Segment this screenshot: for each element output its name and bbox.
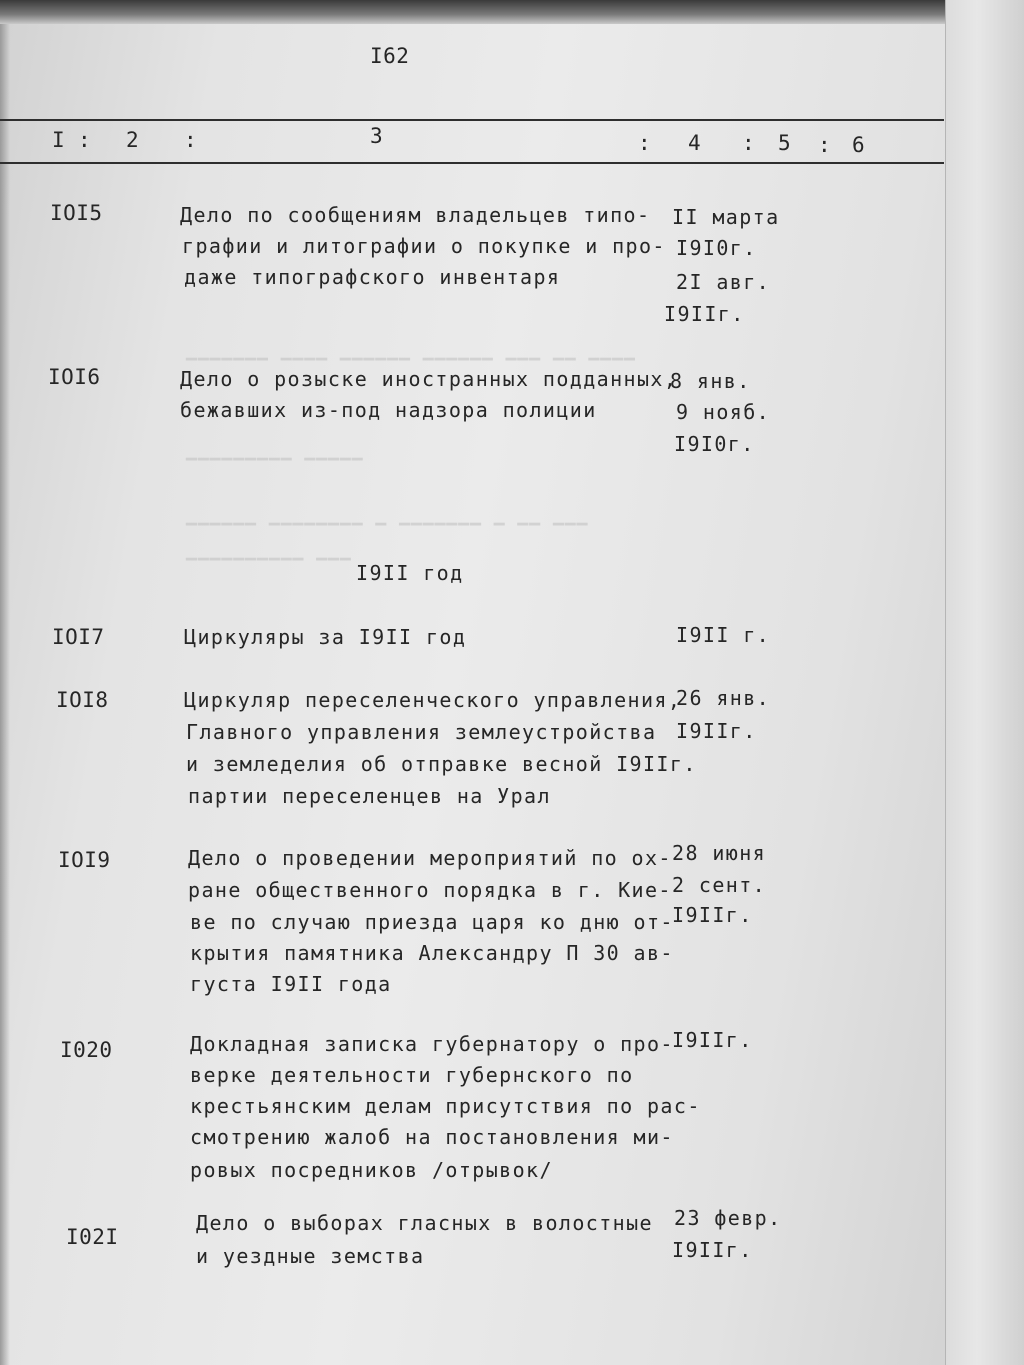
header-col-2: 2: [126, 128, 140, 152]
entry-date: I9I0г.: [676, 236, 757, 260]
underlying-page-edge: [945, 0, 1024, 1365]
header-col-3: 3: [370, 124, 384, 148]
entry-date: II марта: [672, 205, 780, 229]
header-col-6: 6: [852, 133, 866, 157]
entry-title-line: ве по случаю приезда царя ко дню от-: [190, 910, 674, 934]
header-sep: :: [638, 131, 652, 155]
entry-number: IOI8: [56, 688, 109, 712]
bleed-through: ▁▁▁▁▁▁▁ ▁▁▁▁ ▁▁▁▁▁▁ ▁▁▁▁▁▁ ▁▁▁ ▁▁ ▁▁▁▁: [186, 340, 636, 361]
entry-title-line: верке деятельности губернского по: [190, 1063, 634, 1087]
header-sep: :: [184, 128, 198, 152]
entry-title-line: партии переселенцев на Урал: [188, 784, 551, 808]
header-bottom-rule: [0, 162, 944, 164]
entry-date: 2I авг.: [676, 270, 771, 294]
entry-title-line: Главного управления землеустройства: [186, 720, 657, 744]
entry-number: IOI6: [48, 365, 101, 389]
entry-date: 23 февр.: [674, 1206, 782, 1230]
bleed-through: ▁▁▁▁▁▁▁▁▁ ▁▁▁▁▁: [186, 440, 364, 461]
entry-title-line: Дело о выборах гласных в волостные: [196, 1211, 653, 1235]
entry-date: I9IIг.: [672, 903, 753, 927]
entry-number: IOI5: [50, 201, 103, 225]
entry-number: IOI7: [52, 625, 105, 649]
entry-number: I02I: [66, 1225, 119, 1249]
entry-date: I9I0г.: [674, 432, 755, 456]
header-sep: :: [78, 128, 92, 152]
entry-title-line: бежавших из-под надзора полиции: [180, 398, 597, 422]
entry-title-line: густа I9II года: [190, 972, 392, 996]
entry-title-line: даже типографского инвентаря: [184, 265, 561, 289]
header-sep: :: [742, 131, 756, 155]
entry-date: I9IIг.: [664, 302, 745, 326]
top-shadow: [0, 0, 1024, 24]
entry-title-line: ране общественного порядка в г. Кие-: [188, 878, 672, 902]
entry-title-line: крестьянским делам присутствия по рас-: [190, 1094, 701, 1118]
page-number: I62: [370, 44, 410, 68]
entry-date: 9 нояб.: [676, 400, 771, 424]
entry-date: I9IIг.: [672, 1028, 753, 1052]
bleed-through: ▁▁▁▁▁▁▁▁▁▁ ▁▁▁: [186, 540, 352, 561]
entry-number: IOI9: [58, 848, 111, 872]
entry-date: I9IIг.: [672, 1238, 753, 1262]
entry-date: 8 янв.: [670, 369, 751, 393]
entry-date: I9II г.: [676, 623, 771, 647]
entry-date: 2 сент.: [672, 873, 767, 897]
entry-title-line: Циркуляр переселенческого управления,: [184, 688, 682, 712]
header-col-5: 5: [778, 131, 792, 155]
entry-title-line: и уездные земства: [196, 1244, 425, 1268]
entry-title-line: крытия памятника Александру П 30 ав-: [190, 941, 674, 965]
entry-title-line: Дело о проведении мероприятий по ох-: [188, 846, 672, 870]
entry-date: 28 июня: [672, 841, 767, 865]
entry-date: 26 янв.: [676, 686, 771, 710]
entry-title-line: смотрению жалоб на постановления ми-: [190, 1125, 674, 1149]
header-sep: :: [818, 133, 832, 157]
entry-title-line: Дело о розыске иностранных подданных,: [180, 367, 678, 391]
entry-title-line: ровых посредников /отрывок/: [190, 1158, 553, 1182]
entry-number: I020: [60, 1038, 113, 1062]
entry-title-line: графии и литографии о покупке и про-: [182, 234, 666, 258]
entry-title-line: Дело по сообщениям владельцев типо-: [180, 203, 651, 227]
entry-title-line: Циркуляры за I9II год: [184, 625, 467, 649]
header-col-4: 4: [688, 131, 702, 155]
header-top-rule: [0, 119, 944, 121]
section-year-heading: I9II год: [356, 561, 464, 585]
header-col-1: I: [52, 128, 66, 152]
bleed-through: ▁▁▁▁▁▁ ▁▁▁▁▁▁▁▁ ▁ ▁▁▁▁▁▁▁ ▁ ▁▁ ▁▁▁: [186, 505, 589, 526]
entry-title-line: Докладная записка губернатору о про-: [190, 1032, 674, 1056]
left-shadow: [0, 24, 10, 1365]
entry-date: I9IIг.: [676, 719, 757, 743]
entry-title-line: и земледелия об отправке весной I9IIг.: [186, 752, 697, 776]
